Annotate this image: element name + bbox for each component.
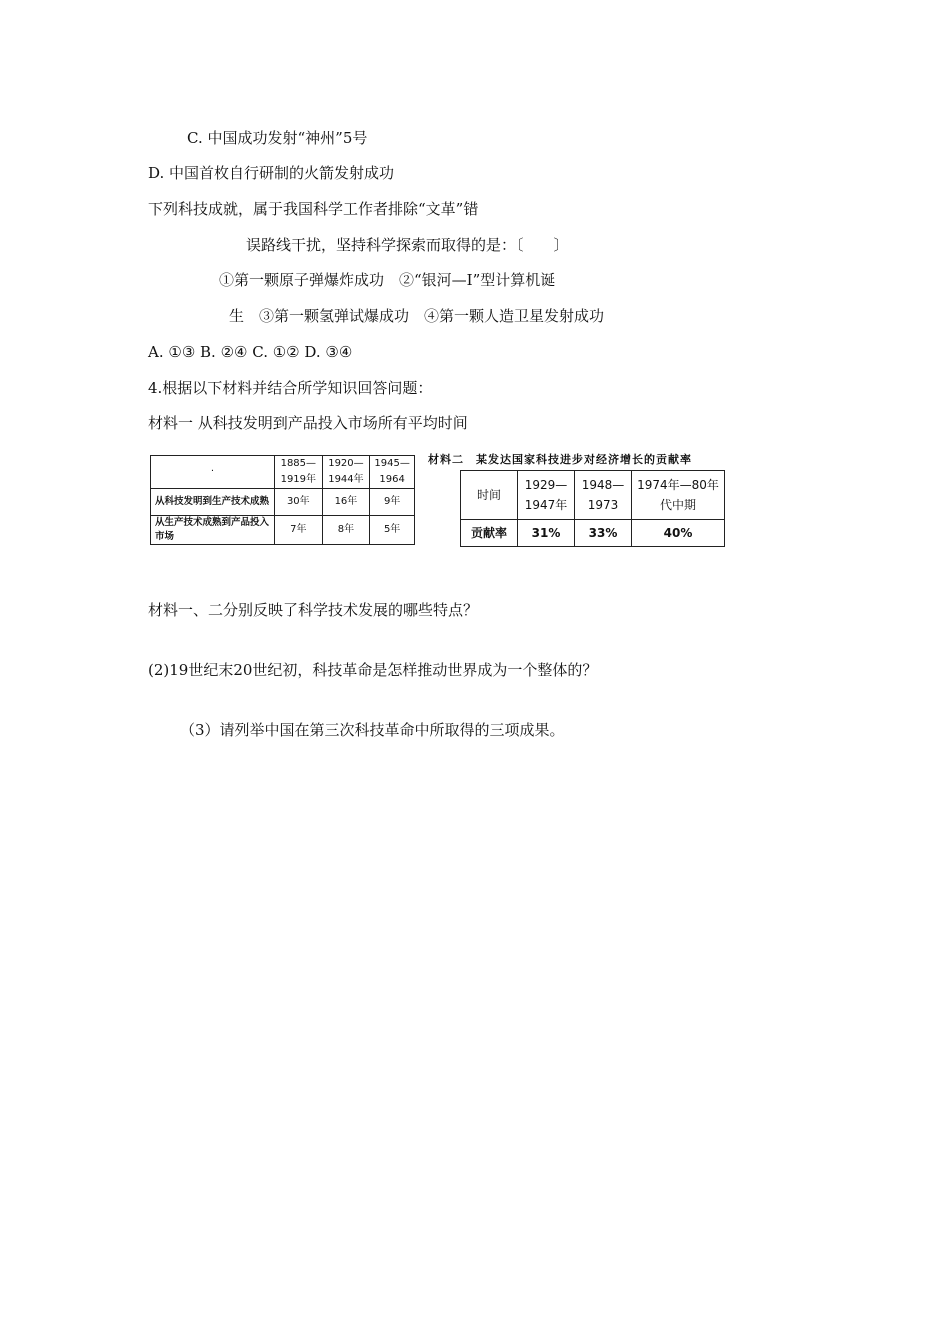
table1-cell: 5年: [370, 516, 415, 545]
table1-cell: 9年: [370, 489, 415, 516]
question-4-part-2: (2)19世纪末20世纪初，科技革命是怎样推动世界成为一个整体的？: [148, 661, 598, 679]
table2-cell: 40%: [632, 520, 725, 547]
material-two-table: [460, 470, 725, 547]
material-two-caption: 材料二 某发达国家科技进步对经济增长的贡献率: [428, 453, 692, 466]
question-3-options: A. ①③ B. ②④ C. ①② D. ③④: [148, 343, 353, 361]
table1-cell: 30年: [275, 489, 323, 516]
table1-row-label: 从生产技术成熟到产品投入市场: [151, 516, 275, 545]
table1-row-label: 从科技发明到生产技术成熟: [151, 489, 275, 516]
table1-period: 1945—1964: [370, 456, 415, 489]
table2-header-label: 时间: [461, 471, 518, 520]
option-c: C. 中国成功发射“神州”5号: [187, 129, 368, 147]
question-3-items: ①第一颗原子弹爆炸成功 ②“银河—Ⅰ”型计算机诞: [219, 271, 556, 289]
table2-period: 1929—1947年: [518, 471, 575, 520]
material-one-table: [150, 455, 415, 545]
question-3-stem: 下列科技成就，属于我国科学工作者排除“文革”错: [148, 200, 479, 218]
material-one-title: 材料一 从科技发明到产品投入市场所有平均时间: [148, 414, 468, 432]
table1-period: 1920—1944年: [322, 456, 370, 489]
table1-cell: 8年: [322, 516, 370, 545]
table2-period: 1974年—80年代中期: [632, 471, 725, 520]
table2-row-label: 贡献率: [461, 520, 518, 547]
question-4-part-1: 材料一、二分别反映了科学技术发展的哪些特点？: [148, 601, 479, 619]
option-d: D. 中国首枚自行研制的火箭发射成功: [148, 164, 395, 182]
table2-cell: 31%: [518, 520, 575, 547]
question-4-part-3: （3）请列举中国在第三次科技革命中所取得的三项成果。: [180, 721, 565, 739]
table1-period: 1885—1919年: [275, 456, 323, 489]
question-3-stem-cont: 误路线干扰，坚持科学探索而取得的是：〔 〕: [246, 236, 569, 254]
question-3-items-cont: 生 ③第一颗氢弹试爆成功 ④第一颗人造卫星发射成功: [229, 307, 605, 325]
table2-period: 1948—1973: [575, 471, 632, 520]
question-4-stem: 4.根据以下材料并结合所学知识回答问题：: [148, 379, 433, 397]
table1-cell: 16年: [322, 489, 370, 516]
table1-corner: ·: [151, 456, 275, 489]
table2-cell: 33%: [575, 520, 632, 547]
table1-cell: 7年: [275, 516, 323, 545]
